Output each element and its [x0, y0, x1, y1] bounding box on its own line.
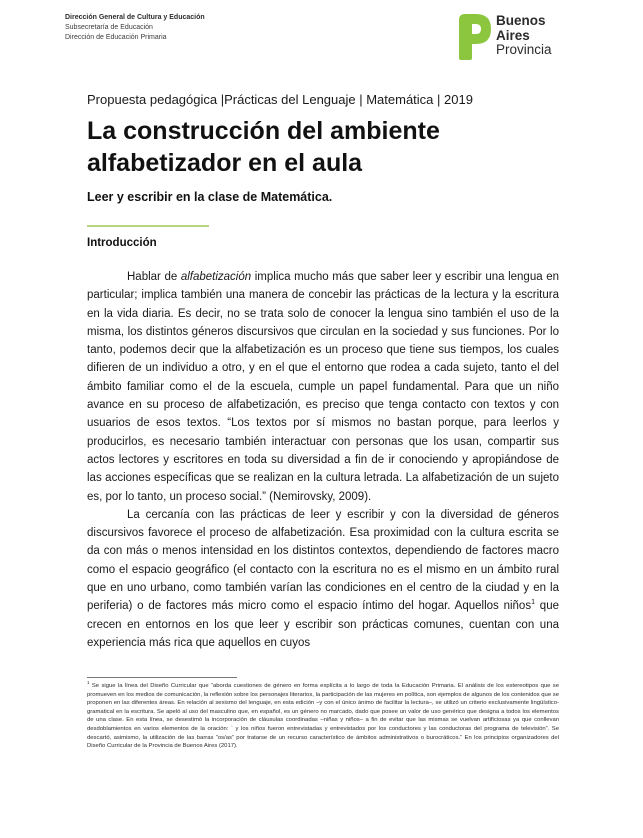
paragraph-1: [87, 268, 559, 506]
paragraph-2-rest: que crecen en entornos en los que leer y escribir son prácticas comunes, cuentan con una experiencia más rica que aquellos en cuyos: [87, 600, 559, 649]
header-org-line: Dirección General de Cultura y Educación: [65, 14, 205, 21]
footnote-reference: 1: [531, 599, 535, 607]
buenos-aires-provincia-logo: [456, 12, 576, 64]
logo-line-3: Provincia: [496, 42, 552, 57]
header-sub-line-2: Dirección de Educación Primaria: [65, 34, 167, 41]
emphasis-alfabetizacion: alfabetización: [180, 271, 252, 283]
paragraph-2: [87, 506, 559, 652]
footnote-text: Se sigue la línea del Diseño Curricular que “aborda cuestiones de género en forma explícita a lo largo de toda la Educación Primaria. El análisis de los estereotipos que se promueven en los medios de comunicación, la reflexión sobre los personajes literarios, la participación de las mujeres en política, son ejemplos de algunos de los contenidos que se proponen en las diferentes áreas. En relación al sexismo del lenguaje, en esta edición –y con el único ánimo de facilitar la lectura–, se utilizó un criterio exclusivamente lingüístico-gramatical en la escritura. Se apeló al uso del masculino que, en español, es un género no marcado, dado que posee un valor de uso genérico que designa a todos los elementos de una clase. En esta línea, se desestimó la incorporación de cláusulas coordinadas –niñas y niños– a fin de evitar que las mismas se vuelvan artificiosas ya que conllevan desdoblamientos en varios elementos de la oración: ` y los niños fueron entrevistadas y entrevistados por los conductores y las conductoras del programa de televisión”. Se descartó, asimismo, la utilización de las barras “os/as” por tratarse de un recurso característico de ámbitos administrativos o burocráticos.” En los principios organizadores del Diseño Curricular de la Provincia de Buenos Aires (2017).: [87, 683, 559, 750]
header-institution: [65, 13, 205, 43]
paragraph-1-start: Hablar de: [127, 271, 181, 283]
logo-line-2: Aires: [496, 27, 530, 43]
body-text: [87, 268, 559, 652]
paragraph-2-start: La cercanía con las prácticas de leer y escribir y con la diversidad de géneros discursivos favorece el proceso de alfabetización. Esa proximidad con la cultura escrita se da con más o menos intensidad en los distintos contextos, dependiendo de factores macro como el espacio geográfico (el contacto con la escritura no es el mismo en un ámbito rural que en uno urbano, como también varían las condiciones en el centro de la ciudad y en la periferia) o de factores más micro como el espacio íntimo del hogar. Aquellos niños: [87, 508, 559, 613]
footnote-number: 1: [87, 680, 90, 686]
document-title: La construcción del ambiente alfabetizador en el aula: [87, 117, 440, 177]
footnote: [87, 682, 559, 751]
section-heading-introduction: Introducción: [87, 237, 157, 249]
document-series-line: Propuesta pedagógica |Prácticas del Lenguaje | Matemática | 2019: [87, 92, 473, 107]
logo-line-1: Buenos: [496, 13, 546, 28]
header-sub-line-1: Subsecretaría de Educación: [65, 24, 153, 31]
paragraph-1-rest: implica mucho más que saber leer y escribir una lengua en particular; implica también una manera de concebir las prácticas de la lectura y la escritura en la vida diaria. Es decir, no se trata solo de conocer la lengua sino también el uso de la misma, los distintos géneros discursivos que circulan en la sociedad y sus funciones. Por lo tanto, podemos decir que la alfabetización es un proceso que tiene sus tiempos, los cuales difieren de un individuo a otro, y en el que el entorno que rodea a cada sujeto, tanto el del ámbito familiar como el de la escuela, cumple un papel fundamental. Para que un niño avance en su proceso de alfabetización, es preciso que tenga contacto con textos y con usuarios de esos textos. “Los textos por sí mismos no bastan porque, para leerlos y producirlos, es necesario también interactuar con personas que los usan, compartir sus actos lectores y escritores en toda su diversidad a fin de ir conociendo y apropiándose de las acciones específicas que se realizan en la cultura letrada. La alfabetización de un sujeto es, por lo tanto, un proceso social.” (Nemirovsky, 2009).: [87, 271, 559, 503]
accent-divider: [87, 225, 209, 227]
document-subtitle: Leer y escribir en la clase de Matemática.: [87, 190, 333, 204]
footnote-divider: [87, 677, 237, 678]
logo-wordmark: [496, 14, 552, 58]
buenos-aires-provincia-logo-icon: [456, 12, 494, 62]
